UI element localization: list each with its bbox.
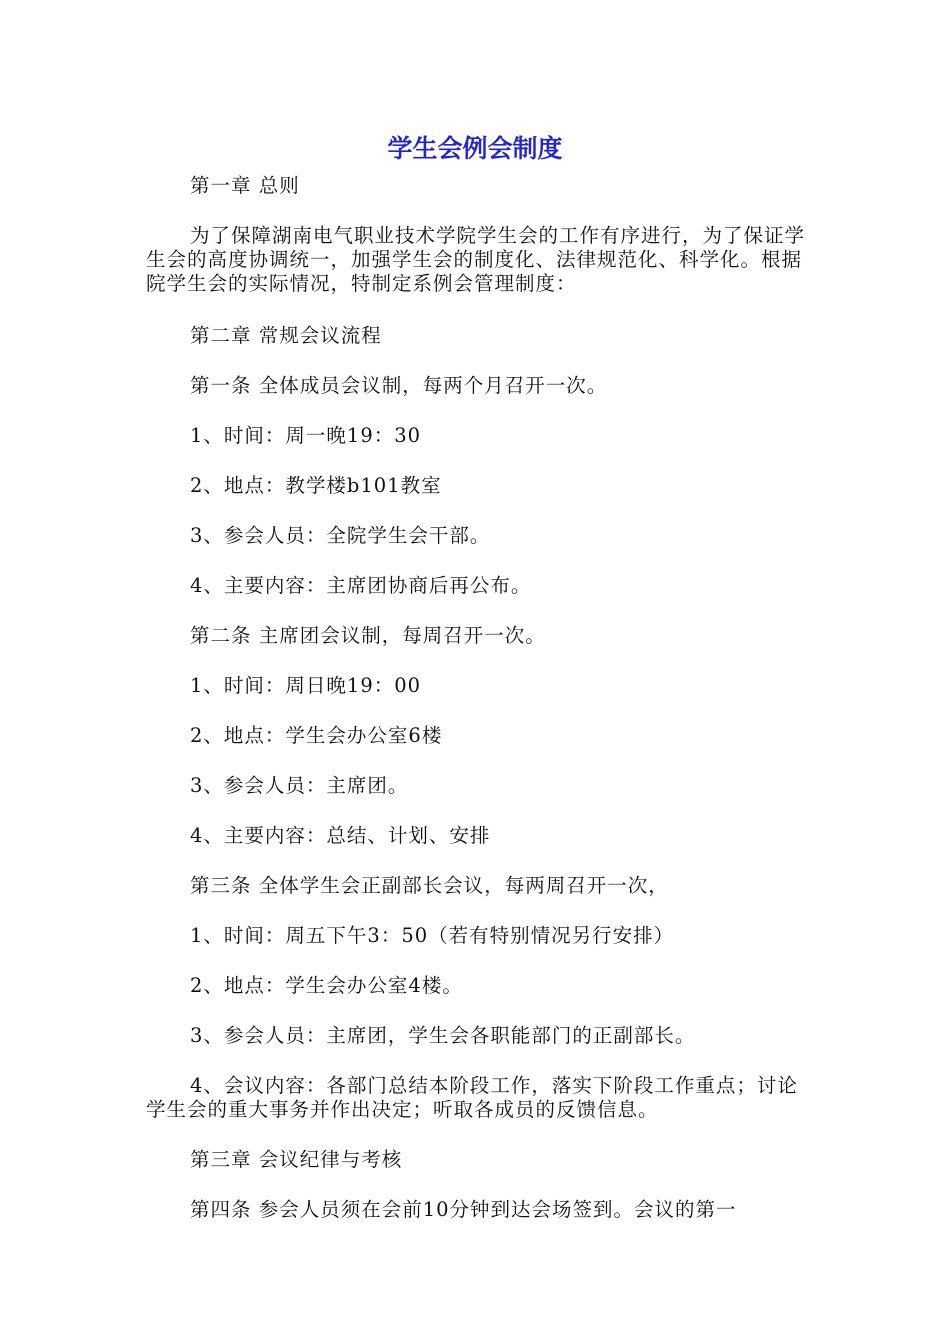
article-1-content: 4、主要内容：主席团协商后再公布。: [190, 574, 532, 597]
article-1-time: 1、时间：周一晚19：30: [190, 424, 422, 447]
chapter-2-heading: 第二章 常规会议流程: [190, 324, 382, 347]
article-2-time: 1、时间：周日晚19：00: [190, 674, 422, 697]
article-2-heading: 第二条 主席团会议制，每周召开一次。: [190, 624, 546, 647]
article-3-content: 4、会议内容：各部门总结本阶段工作，落实下阶段工作重点；讨论学生会的重大事务并作出决定；听取各成员的反馈信息。: [146, 1074, 798, 1121]
article-3-attendees: 3、参会人员：主席团，学生会各职能部门的正副部长。: [190, 1024, 696, 1047]
article-1-heading: 第一条 全体成员会议制，每两个月召开一次。: [190, 374, 608, 397]
article-2-content: 4、主要内容：总结、计划、安排: [190, 824, 491, 847]
intro-paragraph: 为了保障湖南电气职业技术学院学生会的工作有序进行，为了保证学生会的高度协调统一，加强学生会的制度化、法律规范化、科学化。根据院学生会的实际情况，特制定系例会管理制度：: [146, 224, 806, 295]
article-3-heading: 第三条 全体学生会正副部长会议，每两周召开一次，: [190, 874, 669, 897]
article-1-attendees: 3、参会人员：全院学生会干部。: [190, 524, 491, 547]
chapter-3-heading: 第三章 会议纪律与考核: [190, 1148, 403, 1171]
article-4-text: 第四条 参会人员须在会前10分钟到达会场签到。会议的第一: [190, 1198, 737, 1221]
chapter-1-heading: 第一章 总则: [190, 174, 300, 197]
document-title: 学生会例会制度: [387, 134, 563, 163]
article-1-location: 2、地点：教学楼b101教室: [190, 474, 442, 497]
article-2-location: 2、地点：学生会办公室6楼: [190, 724, 443, 747]
article-3-time: 1、时间：周五下午3：50（若有特别情况另行安排）: [190, 924, 675, 947]
article-3-location: 2、地点：学生会办公室4楼。: [190, 974, 463, 997]
article-2-attendees: 3、参会人员：主席团。: [190, 774, 409, 797]
